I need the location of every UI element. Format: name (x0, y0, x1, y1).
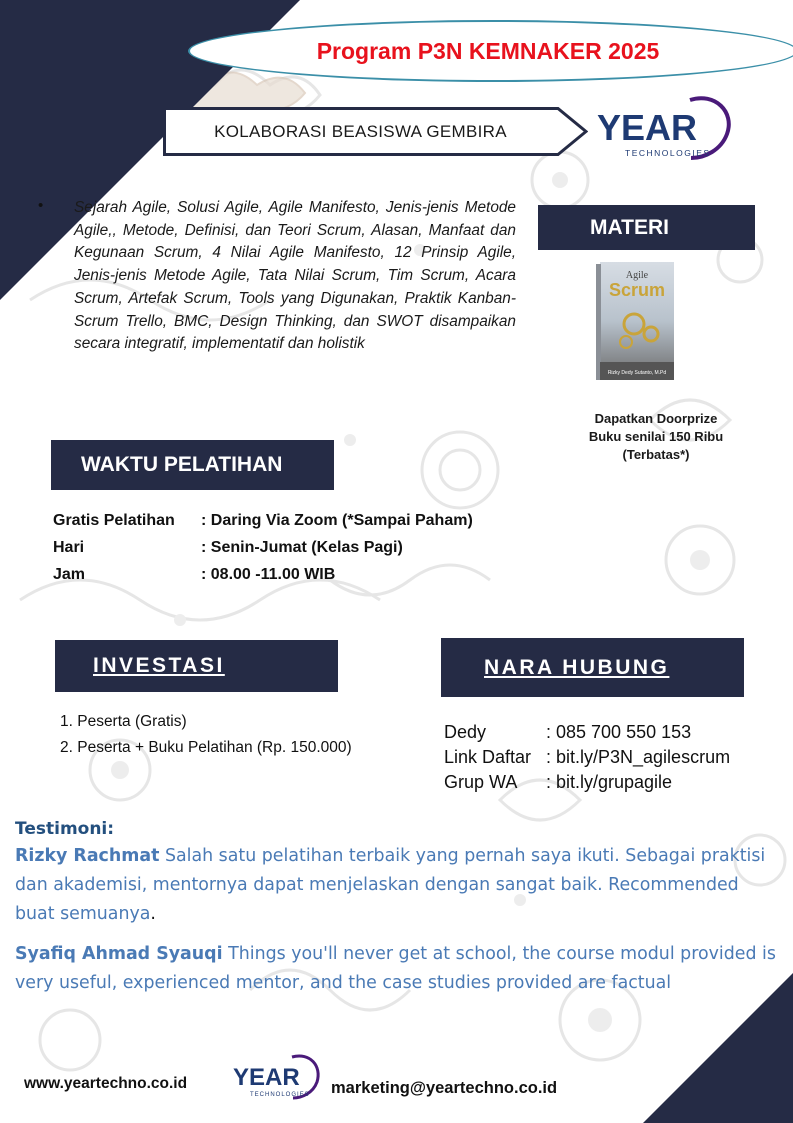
contact-details (444, 720, 730, 795)
subtitle: KOLABORASI BEASISWA GEMBIRA (214, 121, 507, 141)
investasi-heading: INVESTASI (55, 640, 338, 692)
year-technologies-logo (595, 92, 735, 164)
waktu-pelatihan-heading: WAKTU PELATIHAN (51, 440, 334, 490)
schedule-row: Hari : Senin-Jumat (Kelas Pagi) (53, 539, 403, 556)
testimonial-item: Rizky Rachmat Salah satu pelatihan terbaik yang pernah saya ikuti. Sebagai praktisi dan akademisi, mentornya dapat menjelaskan dengan sangat baik. Recommended buat semuanya. (15, 846, 766, 924)
logo-brand: YEAR (233, 1064, 300, 1091)
testimonial-heading: Testimoni: (15, 819, 115, 839)
testimonial-section (15, 816, 780, 998)
schedule-row: Jam : 08.00 -11.00 WIB (53, 566, 336, 583)
book-cover-image (596, 262, 674, 380)
title-banner (188, 20, 793, 82)
contact-row-link[interactable]: Grup WA : bit.ly/grupagile (444, 772, 673, 792)
materi-heading: MATERI (538, 205, 755, 250)
book-title-top: Agile (625, 270, 649, 281)
bullet: • (38, 197, 44, 214)
year-technologies-logo-footer (232, 1052, 322, 1102)
logo-tagline: TECHNOLOGIES (625, 148, 711, 158)
logo-tagline: TECHNOLOGIES (250, 1092, 310, 1098)
book-title-main: Scrum (608, 280, 666, 300)
page-title: Program P3N KEMNAKER 2025 (316, 37, 660, 64)
contact-row-link[interactable]: Link Daftar : bit.ly/P3N_agilescrum (444, 747, 731, 767)
list-item: 1. Peserta (Gratis) (60, 713, 187, 730)
testimonial-item: Syafiq Ahmad Syauqi Things you'll never get at school, the course modul provided is very useful, experienced mentor, and the case studies provided are factual (15, 944, 776, 993)
footer-email-link[interactable]: marketing@yeartechno.co.id (331, 1079, 558, 1097)
book-author: Rizky Dedy Sutanto, M.Pd (607, 370, 667, 376)
doorprize-note: Dapatkan Doorprize Buku senilai 150 Ribu (Terbatas*) (588, 411, 724, 462)
nara-hubung-heading: NARA HUBUNG (441, 638, 744, 697)
materi-description-text: Sejarah Agile, Solusi Agile, Agile Manifesto, Jenis-jenis Metode Agile,, Metode, Definisi, dan Teori Scrum, Alasan, Manfaat dan Kegunaan Scrum, 4 Nilai Agile Manifesto, 12 Prinsip Agile, Jenis-jenis Metode Agile, Tata Nilai Scrum, Tim Scrum, Acara Scrum, Artefak Scrum, Tools yang Digunakan, Praktik Kanban-Scrum Trello, BMC, Design Thinking, dan SWOT disampaikan secara integratif, implementatif dan holistik (74, 199, 516, 353)
logo-brand: YEAR (597, 107, 698, 148)
investasi-list (60, 709, 352, 761)
contact-row: Dedy : 085 700 550 153 (444, 722, 692, 742)
materi-description (38, 197, 516, 356)
schedule-row: Gratis Pelatihan : Daring Via Zoom (*Sampai Paham) (53, 512, 473, 529)
subtitle-arrow-box (163, 107, 588, 156)
schedule-details (53, 510, 473, 591)
list-item: 2. Peserta + Buku Pelatihan (Rp. 150.000) (60, 739, 352, 756)
footer-website-link[interactable]: www.yeartechno.co.id (24, 1075, 188, 1092)
